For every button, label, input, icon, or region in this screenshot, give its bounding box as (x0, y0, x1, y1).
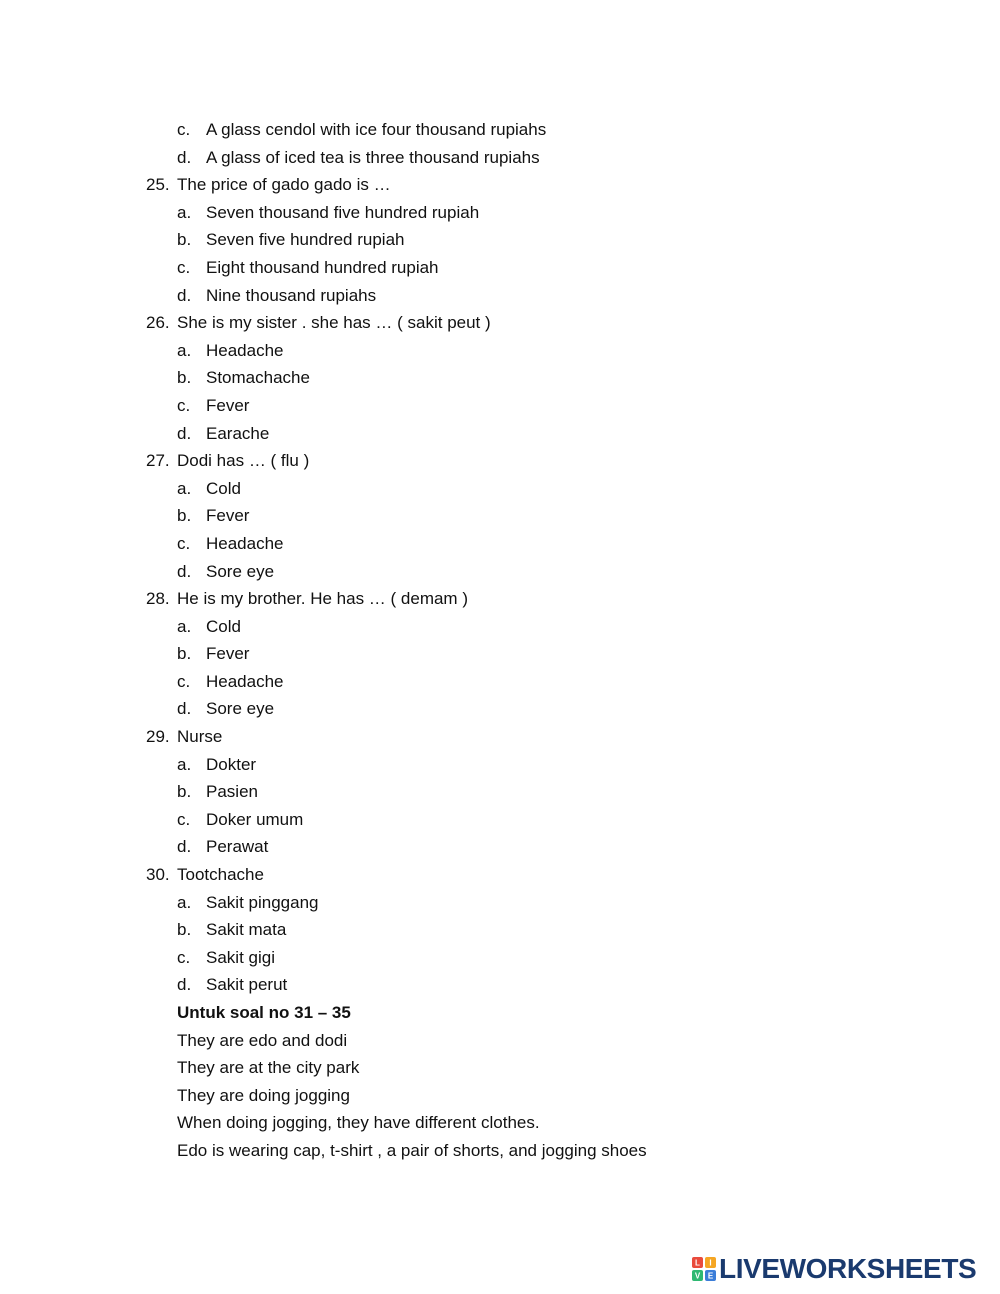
question-text: The price of gado gado is … (177, 175, 391, 195)
option-text: Fever (206, 506, 250, 526)
option-letter: b. (177, 920, 192, 940)
option-letter: d. (177, 285, 192, 305)
option (0, 392, 1000, 420)
passage-heading: Untuk soal no 31 – 35 (177, 1003, 351, 1022)
option-text: Sakit mata (206, 920, 287, 940)
passage-line (0, 1027, 1000, 1055)
question-line (0, 447, 1000, 475)
option-text: Headache (206, 671, 284, 691)
question-number: 27. (146, 451, 170, 471)
option (0, 889, 1000, 917)
option (0, 613, 1000, 641)
option (0, 530, 1000, 558)
question-block (0, 309, 1000, 447)
worksheet (0, 116, 1000, 1165)
option (0, 806, 1000, 834)
option (0, 475, 1000, 503)
option (0, 337, 1000, 365)
question-number: 26. (146, 313, 170, 333)
question-line (0, 723, 1000, 751)
question-line (0, 585, 1000, 613)
option (0, 916, 1000, 944)
question-line (0, 171, 1000, 199)
question-list (0, 171, 1000, 999)
option (0, 282, 1000, 310)
option-text: Sore eye (206, 699, 275, 719)
option (0, 558, 1000, 586)
option-text: Earache (206, 423, 270, 443)
option-letter: d. (177, 975, 192, 995)
question-block (0, 171, 1000, 309)
option (0, 833, 1000, 861)
option-letter: a. (177, 754, 192, 774)
option-text: A glass of iced tea is three thousand rupiahs (206, 147, 540, 167)
option (0, 944, 1000, 972)
question-block (0, 861, 1000, 999)
option (0, 420, 1000, 448)
passage-text: They are at the city park (177, 1058, 360, 1078)
option-text: Headache (206, 340, 284, 360)
option (0, 668, 1000, 696)
option (0, 144, 1000, 172)
option-text: Eight thousand hundred rupiah (206, 257, 439, 277)
passage-heading-line (0, 999, 1000, 1027)
option-letter: a. (177, 340, 192, 360)
option-text: Sakit gigi (206, 947, 275, 967)
passage-text: They are doing jogging (177, 1085, 350, 1105)
option-letter: c. (177, 533, 191, 553)
reading-passage (0, 999, 1000, 1165)
question-line (0, 309, 1000, 337)
question-number: 28. (146, 589, 170, 609)
question-text: Tootchache (177, 865, 264, 885)
option (0, 116, 1000, 144)
option-text: Seven thousand five hundred rupiah (206, 202, 480, 222)
option-letter: d. (177, 837, 192, 857)
option-letter: b. (177, 644, 192, 664)
question-number: 30. (146, 865, 170, 885)
svg-text:L: L (695, 1258, 700, 1268)
option-letter: b. (177, 230, 192, 250)
passage-line (0, 1082, 1000, 1110)
option-letter: a. (177, 478, 192, 498)
passage-line (0, 1054, 1000, 1082)
passage-text: When doing jogging, they have different clothes. (177, 1113, 540, 1133)
option-text: Headache (206, 533, 284, 553)
liveworksheets-logo-icon (692, 1257, 716, 1281)
passage-lines (0, 1027, 1000, 1165)
liveworksheets-brand (692, 1254, 976, 1284)
option-letter: c. (177, 257, 191, 277)
option-text: Fever (206, 644, 250, 664)
question-text: He is my brother. He has … ( demam ) (177, 589, 468, 609)
carryover-options (0, 116, 1000, 171)
option (0, 751, 1000, 779)
option-text: Pasien (206, 782, 258, 802)
passage-text: Edo is wearing cap, t-shirt , a pair of shorts, and jogging shoes (177, 1140, 647, 1160)
option-letter: d. (177, 423, 192, 443)
question-line (0, 861, 1000, 889)
option-text: Seven five hundred rupiah (206, 230, 405, 250)
svg-text:V: V (694, 1271, 701, 1281)
option-letter: d. (177, 147, 192, 167)
option (0, 254, 1000, 282)
option-text: Dokter (206, 754, 257, 774)
option (0, 199, 1000, 227)
option-letter: b. (177, 782, 192, 802)
option (0, 971, 1000, 999)
option-letter: c. (177, 671, 191, 691)
option (0, 502, 1000, 530)
option-text: Fever (206, 395, 250, 415)
option-letter: c. (177, 947, 191, 967)
option (0, 640, 1000, 668)
option-letter: a. (177, 616, 192, 636)
option-letter: a. (177, 202, 192, 222)
question-number: 25. (146, 175, 170, 195)
option-text: A glass cendol with ice four thousand rupiahs (206, 120, 547, 139)
question-block (0, 447, 1000, 585)
option-text: Perawat (206, 837, 269, 857)
svg-text:I: I (709, 1258, 712, 1268)
passage-line (0, 1137, 1000, 1165)
brand-name: LIVEWORKSHEETS (719, 1253, 977, 1284)
passage-line (0, 1109, 1000, 1137)
option-text: Nine thousand rupiahs (206, 285, 377, 305)
option (0, 226, 1000, 254)
svg-text:E: E (707, 1271, 714, 1281)
question-text: Nurse (177, 727, 223, 747)
passage-text: They are edo and dodi (177, 1030, 348, 1050)
option (0, 695, 1000, 723)
question-block (0, 723, 1000, 861)
question-number: 29. (146, 727, 170, 747)
question-text: She is my sister . she has … ( sakit peut ) (177, 313, 491, 333)
option-text: Cold (206, 478, 241, 498)
question-text: Dodi has … ( flu ) (177, 451, 310, 471)
option-text: Doker umum (206, 809, 304, 829)
option-letter: d. (177, 561, 192, 581)
option-text: Sore eye (206, 561, 275, 581)
question-block (0, 585, 1000, 723)
option-text: Cold (206, 616, 241, 636)
option-letter: d. (177, 699, 192, 719)
option-letter: a. (177, 892, 192, 912)
option (0, 778, 1000, 806)
option-text: Stomachache (206, 368, 310, 388)
option-letter: b. (177, 368, 192, 388)
option-text: Sakit pinggang (206, 892, 319, 912)
option-text: Sakit perut (206, 975, 288, 995)
option-letter: c. (177, 120, 191, 139)
option-letter: c. (177, 395, 191, 415)
option-letter: b. (177, 506, 192, 526)
option (0, 364, 1000, 392)
option-letter: c. (177, 809, 191, 829)
